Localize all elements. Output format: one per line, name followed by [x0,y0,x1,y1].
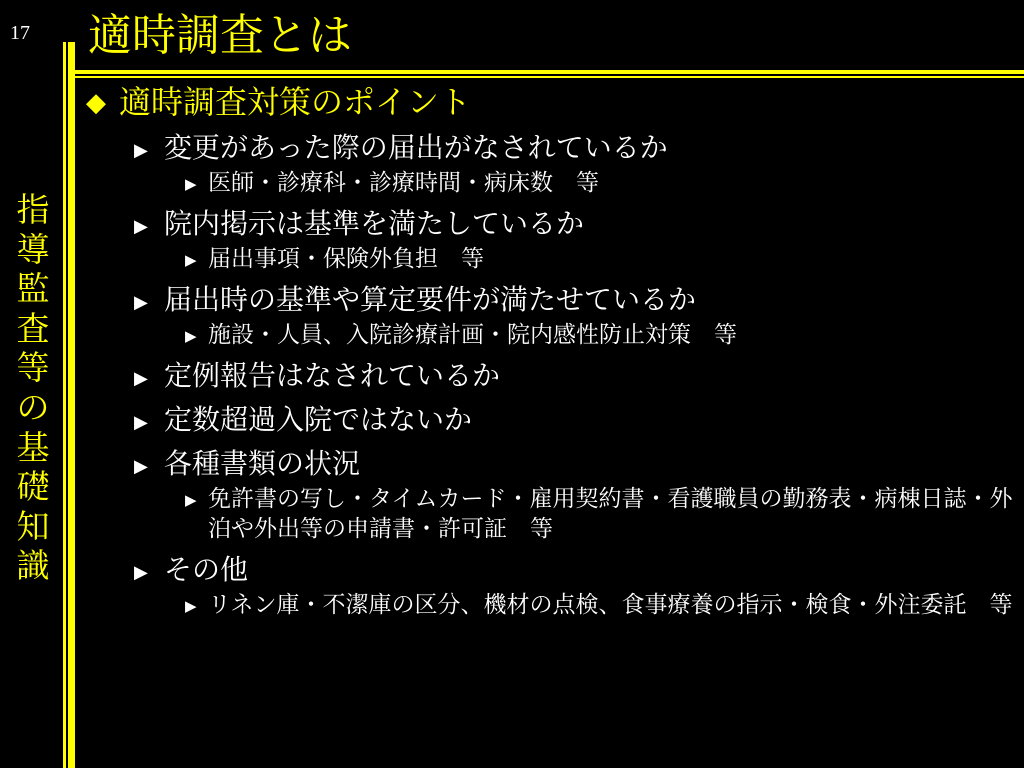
point-text: その他 [164,553,249,586]
triangle-bullet-icon: ▶ [134,456,148,477]
point-item [132,358,1016,394]
section-heading-text: 適時調査対策のポイント [119,83,472,121]
list-item [86,206,1016,274]
triangle-bullet-icon: ▶ [185,251,197,269]
subitem-text: 届出事項・保険外負担 等 [208,246,484,272]
subitem-text: リネン庫・不潔庫の区分、機材の点検、食事療養の指示・検食・外注委託 等 [208,592,1013,618]
triangle-bullet-icon: ▶ [134,140,148,161]
triangle-bullet-icon: ▶ [134,412,148,433]
point-item [132,446,1016,482]
left-rule-outer [63,42,66,768]
slide-content [86,82,1016,620]
point-item [132,282,1016,318]
diamond-bullet-icon: ◆ [86,88,106,118]
triangle-bullet-icon: ▶ [134,562,148,583]
point-text: 定数超過入院ではないか [164,403,473,436]
list-item [86,358,1016,394]
point-item [132,552,1016,588]
subitem-text: 医師・診療科・診療時間・病床数 等 [208,170,599,196]
point-subitem [184,320,1016,350]
slide-number: 17 [10,22,30,44]
side-label: 指導監査等の基礎知識 [16,190,50,586]
point-text: 各種書類の状況 [164,447,361,480]
point-text: 院内掲示は基準を満たしているか [164,207,585,240]
point-subitem [184,244,1016,274]
section-heading [86,82,1016,122]
list-item [86,446,1016,544]
list-item [86,282,1016,350]
triangle-bullet-icon: ▶ [185,597,197,615]
subitem-text: 施設・人員、入院診療計画・院内感性防止対策 等 [208,322,737,348]
slide-title: 適時調査とは [88,10,352,61]
triangle-bullet-icon: ▶ [134,216,148,237]
subitem-text: 免許書の写し・タイムカード・雇用契約書・看護職員の勤務表・病棟日誌・外泊や外出等の申請書・許可証 等 [208,486,1013,542]
point-subitem [184,590,1016,620]
triangle-bullet-icon: ▶ [134,368,148,389]
list-item [86,552,1016,620]
point-text: 変更があった際の届出がなされているか [164,131,668,164]
point-text: 定例報告はなされているか [164,359,501,392]
title-rule-upper [68,70,1024,74]
point-subitem [184,168,1016,198]
point-subitem [184,484,1016,544]
triangle-bullet-icon: ▶ [185,491,197,509]
triangle-bullet-icon: ▶ [185,327,197,345]
point-item [132,206,1016,242]
point-text: 届出時の基準や算定要件が満たせているか [164,283,697,316]
list-item [86,130,1016,198]
triangle-bullet-icon: ▶ [134,292,148,313]
list-item [86,402,1016,438]
left-rule-inner [68,42,75,768]
point-item [132,130,1016,166]
title-rule-lower [68,76,1024,78]
point-item [132,402,1016,438]
triangle-bullet-icon: ▶ [185,175,197,193]
